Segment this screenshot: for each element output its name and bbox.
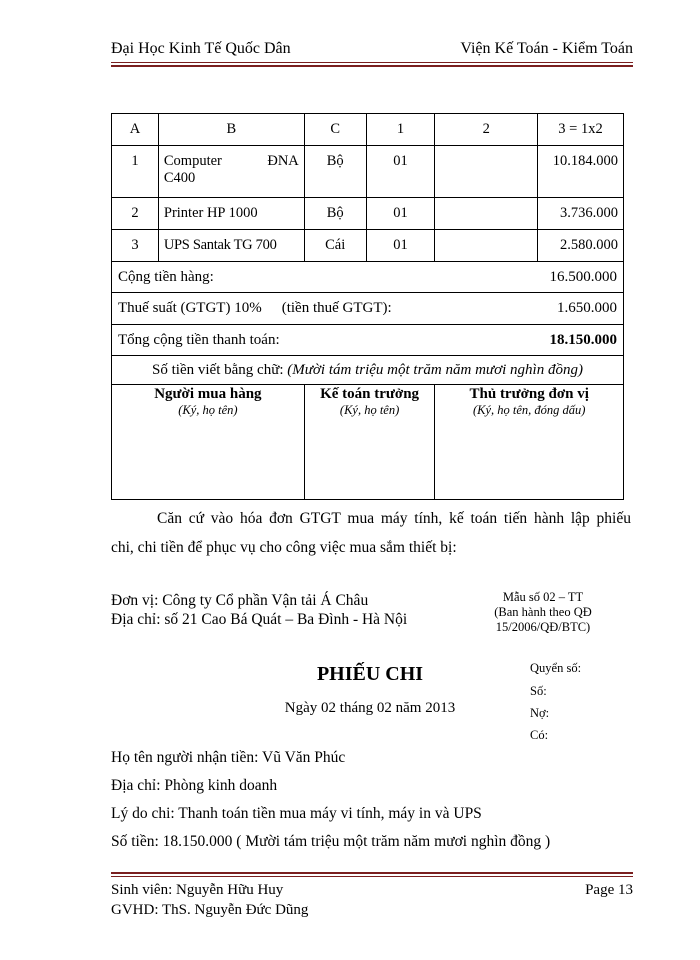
row-stt: 2 <box>112 198 159 230</box>
subtotal-row <box>112 262 624 293</box>
footer-supervisor: GVHD: ThS. Nguyễn Đức Dũng <box>111 902 309 918</box>
total-value: 18.150.000 <box>549 331 617 348</box>
voucher-address: Địa chỉ: số 21 Cao Bá Quát – Ba Đình - Hà Nội <box>111 611 408 628</box>
signature-title: Kế toán trưởng <box>320 386 420 402</box>
row-qty: 01 <box>366 230 435 262</box>
column-header: B <box>158 114 304 146</box>
column-header: 1 <box>366 114 435 146</box>
total-label: Tổng cộng tiền thanh toán: <box>118 331 280 348</box>
vat-label2: (tiền thuế GTGT): <box>281 300 392 316</box>
column-header: 3 = 1x2 <box>538 114 624 146</box>
total-row <box>112 325 624 356</box>
signature-buyer <box>112 385 305 500</box>
voucher-date: Ngày 02 tháng 02 năm 2013 <box>284 700 456 716</box>
row-amount: 10.184.000 <box>538 146 624 198</box>
footer-rule-thick <box>111 872 633 874</box>
recipient-address: Địa chỉ: Phòng kinh doanh <box>111 777 278 794</box>
subtotal-label: Cộng tiền hàng: <box>118 268 214 285</box>
row-item-name: UPS Santak TG 700 <box>158 230 304 262</box>
row-unit: Bộ <box>304 198 366 230</box>
signature-row <box>112 385 624 500</box>
signature-title: Người mua hàng <box>154 386 262 402</box>
debit-account: Nợ: <box>530 706 550 720</box>
row-amount: 2.580.000 <box>538 230 624 262</box>
row-qty: 01 <box>366 146 435 198</box>
row-stt: 1 <box>112 146 159 198</box>
column-header: A <box>112 114 159 146</box>
header-rule-thick <box>111 65 633 67</box>
row-qty: 01 <box>366 198 435 230</box>
header-right: Viện Kế Toán - Kiểm Toán <box>460 40 633 57</box>
row-item-name <box>158 146 304 198</box>
signature-note: (Ký, họ tên) <box>178 403 238 417</box>
words-label: Số tiền viết bằng chữ: <box>152 361 284 378</box>
table-row <box>112 198 624 230</box>
invoice-table <box>111 113 624 500</box>
amount-in-words-cell <box>112 356 624 385</box>
credit-account: Có: <box>530 728 549 742</box>
form-number-block <box>478 590 608 635</box>
vat-cell <box>112 293 624 325</box>
total-cell <box>112 325 624 356</box>
vat-label-group <box>118 300 392 317</box>
subtotal-value: 16.500.000 <box>549 268 617 285</box>
row-item-name: Printer HP 1000 <box>158 198 304 230</box>
table-row <box>112 146 624 198</box>
payment-amount: Số tiền: 18.150.000 ( Mười tám triệu một trăm năm mươi nghìn đồng ) <box>111 833 551 850</box>
row-stt: 3 <box>112 230 159 262</box>
book-number: Quyển số: <box>530 661 582 675</box>
item-name-part: ĐNA <box>267 153 299 169</box>
amount-in-words-row <box>112 356 624 385</box>
vat-value: 1.650.000 <box>557 300 617 316</box>
header-left: Đại Học Kinh Tế Quốc Dân <box>111 40 291 57</box>
item-name-part: C400 <box>163 170 196 186</box>
form-issued-line2: 15/2006/QĐ/BTC) <box>495 620 591 634</box>
table-header-row <box>112 114 624 146</box>
payment-reason: Lý do chi: Thanh toán tiền mua máy vi tính, máy in và UPS <box>111 805 482 822</box>
paragraph-line2: chi, chi tiền để phục vụ cho công việc mua sắm thiết bị: <box>111 539 457 556</box>
voucher-title: PHIẾU CHI <box>316 663 424 685</box>
voucher-unit: Đơn vị: Công ty Cổ phần Vận tải Á Châu <box>111 592 369 609</box>
row-price <box>435 230 538 262</box>
subtotal-cell <box>112 262 624 293</box>
paragraph-line1: Căn cứ vào hóa đơn GTGT mua máy tính, kế toán tiến hành lập phiếu <box>157 510 631 527</box>
row-price <box>435 146 538 198</box>
voucher-number: Số: <box>530 684 547 698</box>
signature-note: (Ký, họ tên) <box>339 403 400 417</box>
page-number: Page 13 <box>585 882 633 898</box>
column-header: C <box>304 114 366 146</box>
signature-chief-accountant <box>304 385 435 500</box>
words-value: (Mười tám triệu một trăm năm mươi nghìn đồng) <box>287 361 583 378</box>
signature-note: (Ký, họ tên, đóng dấu) <box>472 403 586 417</box>
row-unit: Bộ <box>304 146 366 198</box>
column-header: 2 <box>435 114 538 146</box>
form-issued-line1: (Ban hành theo QĐ <box>494 605 592 619</box>
signature-title: Thủ trưởng đơn vị <box>469 386 589 402</box>
signature-director <box>435 385 624 500</box>
table-row <box>112 230 624 262</box>
vat-row <box>112 293 624 325</box>
footer-rule-thin <box>111 876 633 877</box>
recipient-name: Họ tên người nhận tiền: Vũ Văn Phúc <box>111 749 346 766</box>
vat-label: Thuế suất (GTGT) 10% <box>118 300 262 316</box>
row-unit: Cái <box>304 230 366 262</box>
row-price <box>435 198 538 230</box>
item-name-part: Computer <box>163 153 222 169</box>
row-amount: 3.736.000 <box>538 198 624 230</box>
header-rule-thin <box>111 62 633 63</box>
footer-student: Sinh viên: Nguyễn Hữu Huy <box>111 882 284 898</box>
form-no: Mẫu số 02 – TT <box>502 590 584 604</box>
